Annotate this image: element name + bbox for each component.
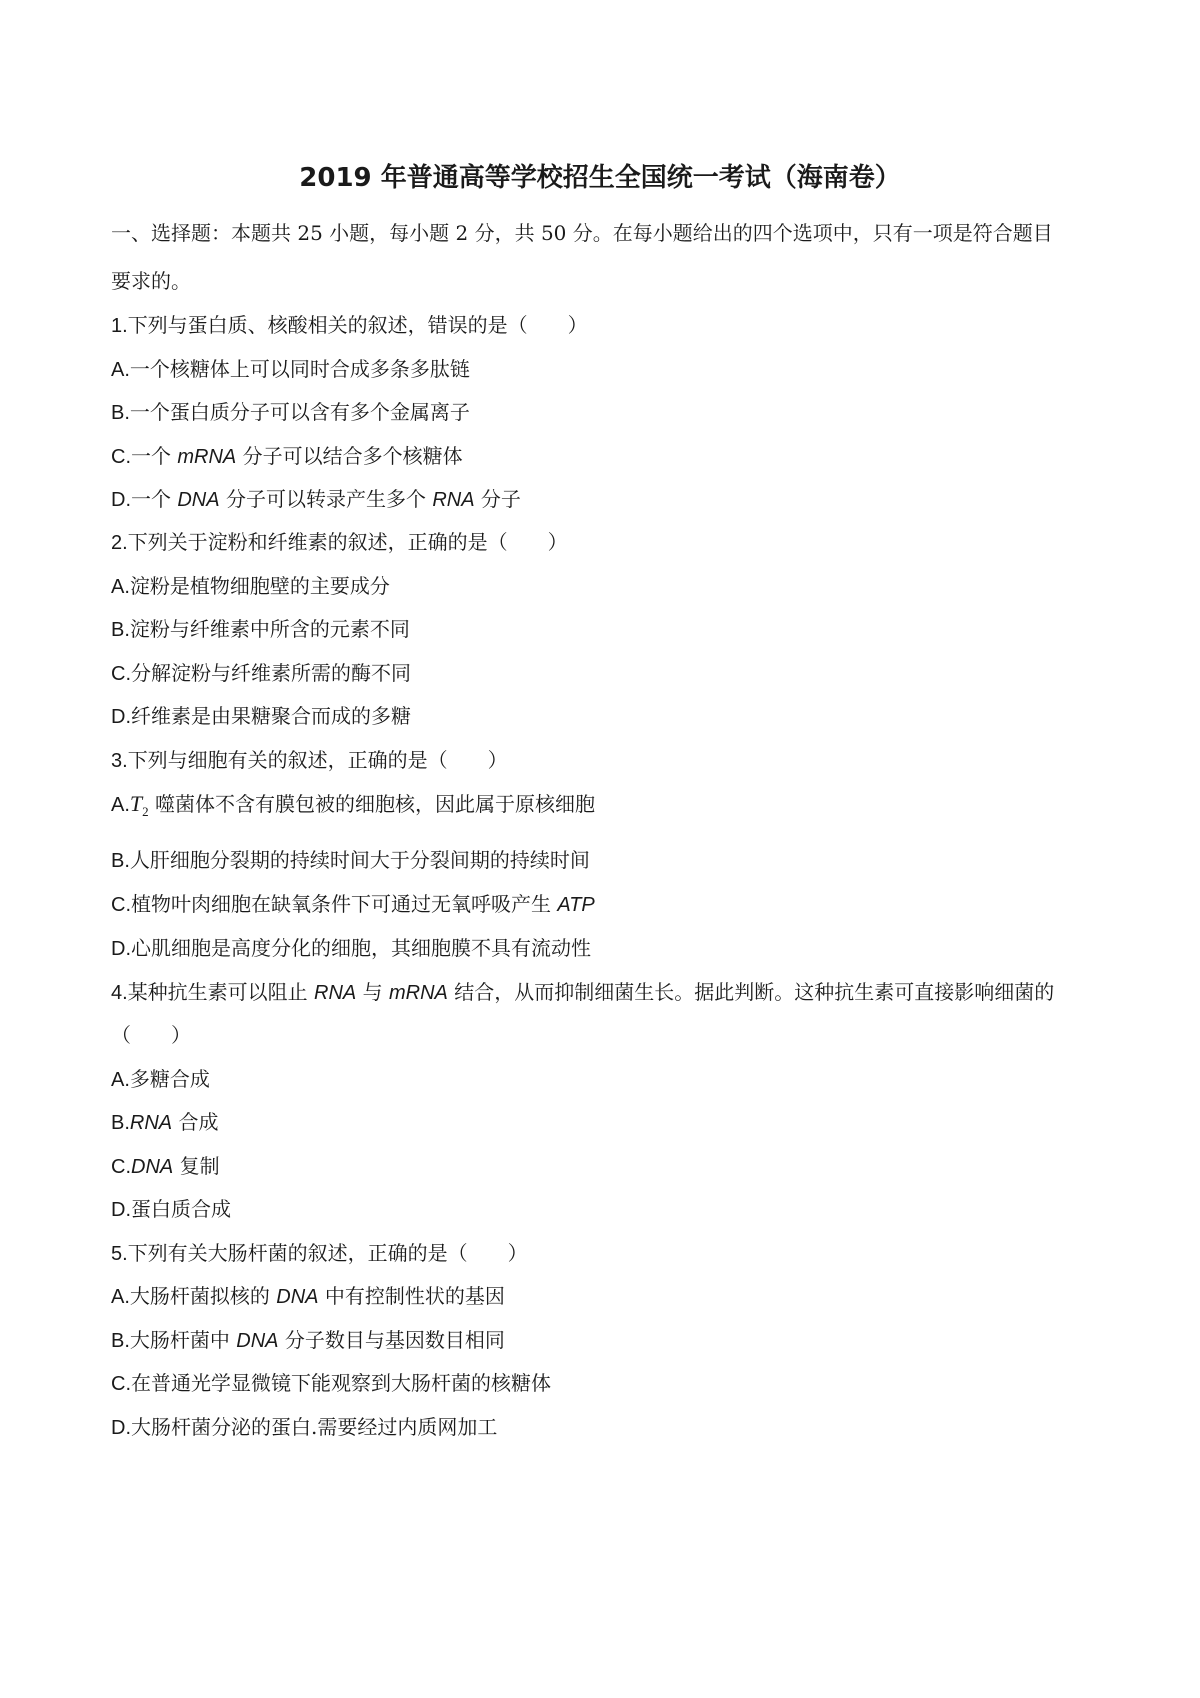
question-stem: 2.下列关于淀粉和纤维素的叙述，正确的是（ ） <box>111 530 568 554</box>
option-d: D.一个 DNA 分子可以转录产生多个 RNA 分子 <box>111 487 521 511</box>
question-stem: 1.下列与蛋白质、核酸相关的叙述，错误的是（ ） <box>111 313 588 337</box>
option-c: C.分解淀粉与纤维素所需的酶不同 <box>111 661 411 685</box>
option-b: B.一个蛋白质分子可以含有多个金属离子 <box>111 400 470 424</box>
option-b: B.RNA 合成 <box>111 1110 219 1134</box>
question-stem-continued: （ ） <box>111 1023 191 1047</box>
option-d: D.纤维素是由果糖聚合而成的多糖 <box>111 704 411 728</box>
option-c: C.一个 mRNA 分子可以结合多个核糖体 <box>111 444 463 468</box>
section-instructions-line-2: 要求的。 <box>111 269 191 293</box>
option-a: A.一个核糖体上可以同时合成多条多肽链 <box>111 357 470 381</box>
page-title: 2019 年普通高等学校招生全国统一考试（海南卷） <box>299 163 901 193</box>
question-stem: 3.下列与细胞有关的叙述，正确的是（ ） <box>111 748 508 772</box>
question-stem: 4.某种抗生素可以阻止 RNA 与 mRNA 结合，从而抑制细菌生长。据此判断。这种抗生素可直接影响细菌的 <box>111 980 1055 1004</box>
option-a: A.大肠杆菌拟核的 DNA 中有控制性状的基因 <box>111 1284 505 1308</box>
option-c: C.植物叶肉细胞在缺氧条件下可通过无氧呼吸产生 ATP <box>111 892 595 916</box>
option-a: $A.T_2$ 噬菌体不含有膜包被的细胞核，因此属于原核细胞 <box>111 791 596 819</box>
option-a: A.多糖合成 <box>111 1067 210 1091</box>
option-c: C.DNA 复制 <box>111 1154 220 1178</box>
option-d: D.大肠杆菌分泌的蛋白.需要经过内质网加工 <box>111 1415 498 1439</box>
option-b: B.人肝细胞分裂期的持续时间大于分裂间期的持续时间 <box>111 848 590 872</box>
option-b: B.大肠杆菌中 DNA 分子数目与基因数目相同 <box>111 1328 505 1352</box>
question-stem: 5.下列有关大肠杆菌的叙述，正确的是（ ） <box>111 1241 528 1265</box>
option-d: D.蛋白质合成 <box>111 1197 231 1221</box>
option-a: A.淀粉是植物细胞壁的主要成分 <box>111 574 390 598</box>
option-c: C.在普通光学显微镜下能观察到大肠杆菌的核糖体 <box>111 1371 551 1395</box>
section-instructions-line-1: 一、选择题：本题共 25 小题，每小题 2 分，共 50 分。在每小题给出的四个选项中，只有一项是符合题目 <box>111 221 1053 245</box>
option-b: B.淀粉与纤维素中所含的元素不同 <box>111 617 410 641</box>
option-d: D.心肌细胞是高度分化的细胞，其细胞膜不具有流动性 <box>111 936 591 960</box>
